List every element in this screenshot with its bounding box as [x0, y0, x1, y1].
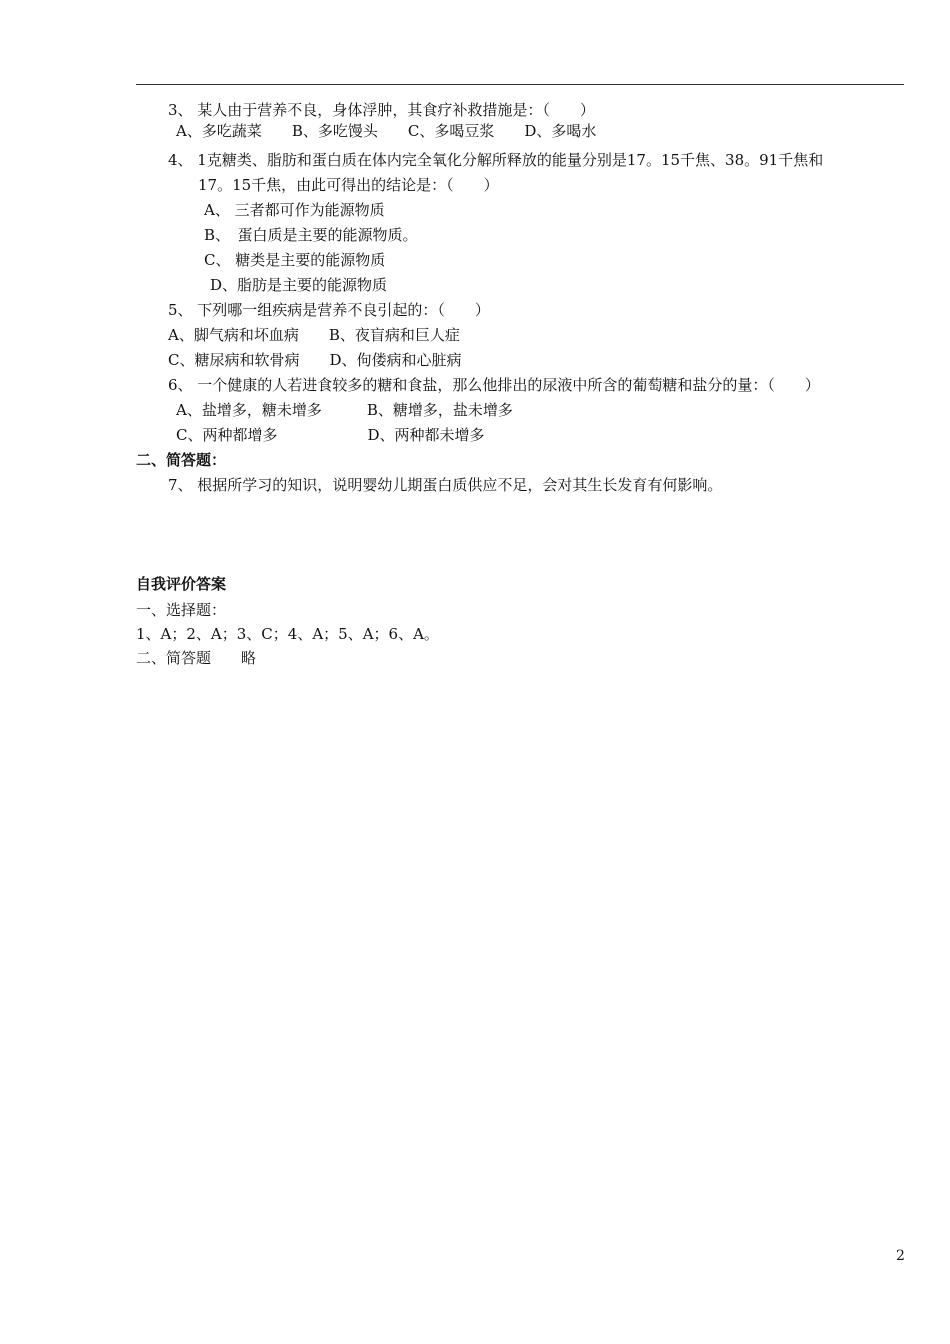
page-number: 2: [896, 1248, 905, 1264]
q4-option-d: D、脂肪是主要的能源物质: [210, 276, 388, 294]
header-rule: [136, 84, 904, 85]
q4-option-b: B、 蛋白质是主要的能源物质。: [204, 226, 418, 244]
answers-short: 二、简答题 略: [136, 649, 257, 667]
q4-option-a: A、 三者都可作为能源物质: [204, 201, 385, 219]
answers-heading: 自我评价答案: [136, 575, 227, 593]
q3-options: A、多吃蔬菜 B、多吃馒头 C、多喝豆浆 D、多喝水: [176, 122, 597, 140]
q5-options-row2: C、糖尿病和软骨病 D、佝偻病和心脏病: [168, 351, 462, 369]
q5-stem: 5、 下列哪一组疾病是营养不良引起的：（ ）: [168, 301, 490, 319]
q7-text: 7、 根据所学习的知识，说明婴幼儿期蛋白质供应不足，会对其生长发育有何影响。: [168, 476, 723, 494]
q6-options-row1: A、盐增多，糖未增多 B、糖增多，盐未增多: [176, 401, 513, 419]
q4-stem-line1: 4、 1克糖类、脂肪和蛋白质在体内完全氧化分解所释放的能量分别是17。15千焦、38。91千焦和: [168, 151, 824, 169]
q4-option-c: C、 糖类是主要的能源物质: [204, 251, 386, 269]
q6-stem: 6、 一个健康的人若进食较多的糖和食盐，那么他排出的尿液中所含的葡萄糖和盐分的量：（ ）: [168, 376, 820, 394]
answers-choice-heading: 一、选择题：: [136, 601, 227, 619]
section2-heading: 二、简答题：: [136, 451, 227, 469]
q3-stem: 3、 某人由于营养不良，身体浮肿，其食疗补救措施是：（ ）: [168, 101, 595, 119]
answers-choice-list: 1、A；2、A；3、C；4、A；5、A；6、A。: [136, 625, 439, 643]
q6-options-row2: C、两种都增多 D、两种都未增多: [176, 426, 485, 444]
q5-options-row1: A、脚气病和坏血病 B、夜盲病和巨人症: [168, 326, 460, 344]
q4-stem-line2: 17。15千焦，由此可得出的结论是：（ ）: [198, 176, 499, 194]
